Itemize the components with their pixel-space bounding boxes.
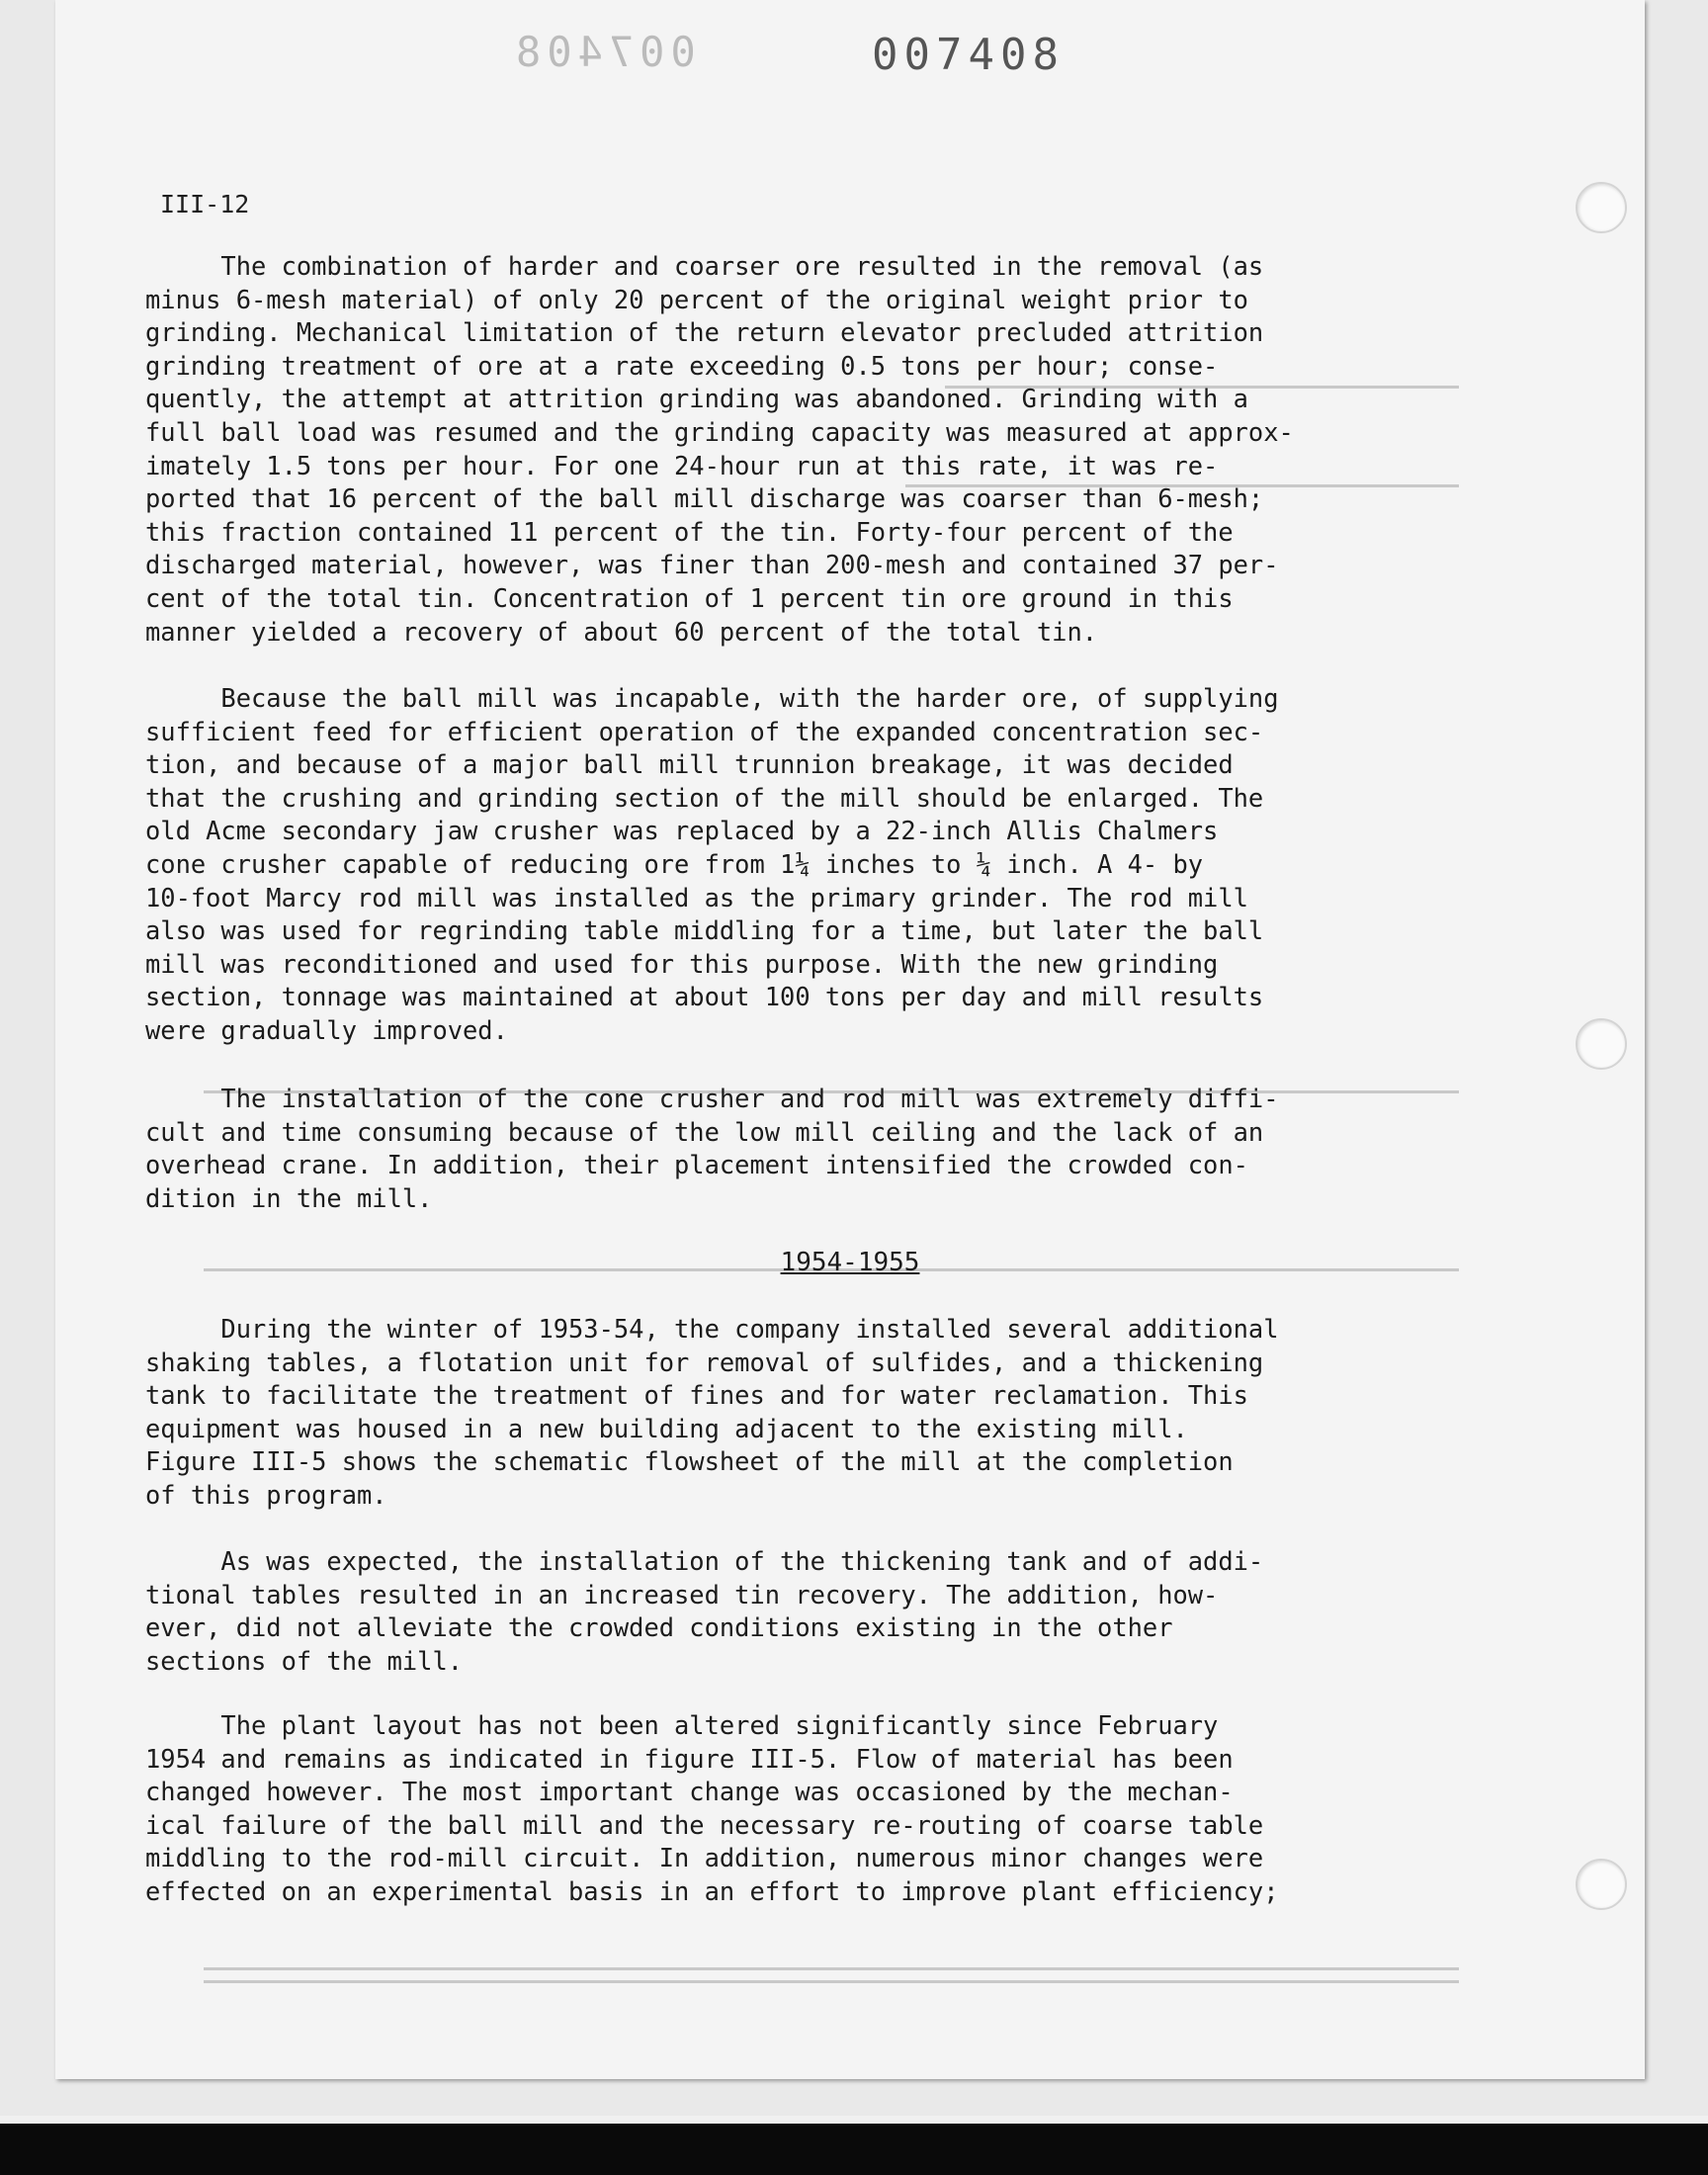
bleed-through-rule: [204, 1980, 1459, 1983]
bleed-through-rule: [204, 1967, 1459, 1970]
punch-hole-top: [1576, 182, 1627, 233]
document-page: [55, 0, 1645, 2079]
document-stamp-number: 007408: [872, 30, 1065, 80]
paragraph: Because the ball mill was incapable, with the harder ore, of supplying sufficient feed for efficient operation of the expanded concentration sec- tion, and because of a major ball mill trunnion breakage, it was decided that the crushing and grinding section of the mill should be enlarged. The old Acme secondary jaw crusher was replaced by a 22-inch Allis Chalmers cone crusher capable of reducing ore from 1¼ inches to ¼ inch. A 4- by 10-foot Marcy rod mill was installed as the primary grinder. The rod mill also was used for regrinding table middling for a time, but later the ball mill was reconditioned and used for this purpose. With the new grinding section, tonnage was maintained at about 100 tons per day and mill results were gradually improved.: [145, 683, 1279, 1045]
punch-hole-bottom: [1576, 1859, 1627, 1910]
paragraph: During the winter of 1953-54, the company installed several additional shaking tables, a flotation unit for removal of sulfides, and a thickening tank to facilitate the treatment of fines and for water reclamation. This equipment was housed in a new building adjacent to the existing mill. Figure III-5 shows the schematic flowsheet of the mill at the completion of this program.: [145, 1314, 1279, 1510]
paragraph: The plant layout has not been altered significantly since February 1954 and remains as indicated in figure III-5. Flow of material has been changed however. The most important change was occasioned by the mechan- ical failure of the ball mill and the necessary re-routing of coarse table middling to the rod-mill circuit. In addition, numerous minor changes were effected on an experimental basis in an effort to improve plant efficiency;: [145, 1710, 1279, 1906]
paragraph: The combination of harder and coarser ore resulted in the removal (as minus 6-mesh material) of only 20 percent of the original weight prior to grinding. Mechanical limitation of the return elevator precluded attrition grinding treatment of ore at a rate exceeding 0.5 tons per hour; conse- quently, the attempt at attrition grinding was abandoned. Grinding with a full ball load was resumed and the grinding capacity was measured at approx- imately 1.5 tons per hour. For one 24-hour run at this rate, it was re- ported that 16 percent of the ball mill discharge was coarser than 6-mesh; this fraction contained 11 percent of the tin. Forty-four percent of the discharged material, however, was finer than 200-mesh and contained 37 per- cent of the total tin. Concentration of 1 percent tin ore ground in this manner yielded a recovery of about 60 percent of the total tin.: [145, 251, 1294, 647]
paragraph: As was expected, the installation of the thickening tank and of addi- tional tables resulted in an increased tin recovery. The addition, how- ever, did not alleviate the crowded conditions existing in the other sections of the mill.: [145, 1546, 1264, 1676]
scanner-edge: [0, 2116, 1708, 2175]
paragraph: The installation of the cone crusher and rod mill was extremely diffi- cult and time consuming because of the low mill ceiling and the lack of an overhead crane. In addition, their placement intensified the crowded con- dition in the mill.: [145, 1084, 1279, 1213]
page-number: III-12: [160, 190, 250, 218]
stamp-bleed-through: 007408: [510, 28, 696, 76]
punch-hole-middle: [1576, 1018, 1627, 1070]
section-heading: 1954-1955: [780, 1248, 920, 1277]
